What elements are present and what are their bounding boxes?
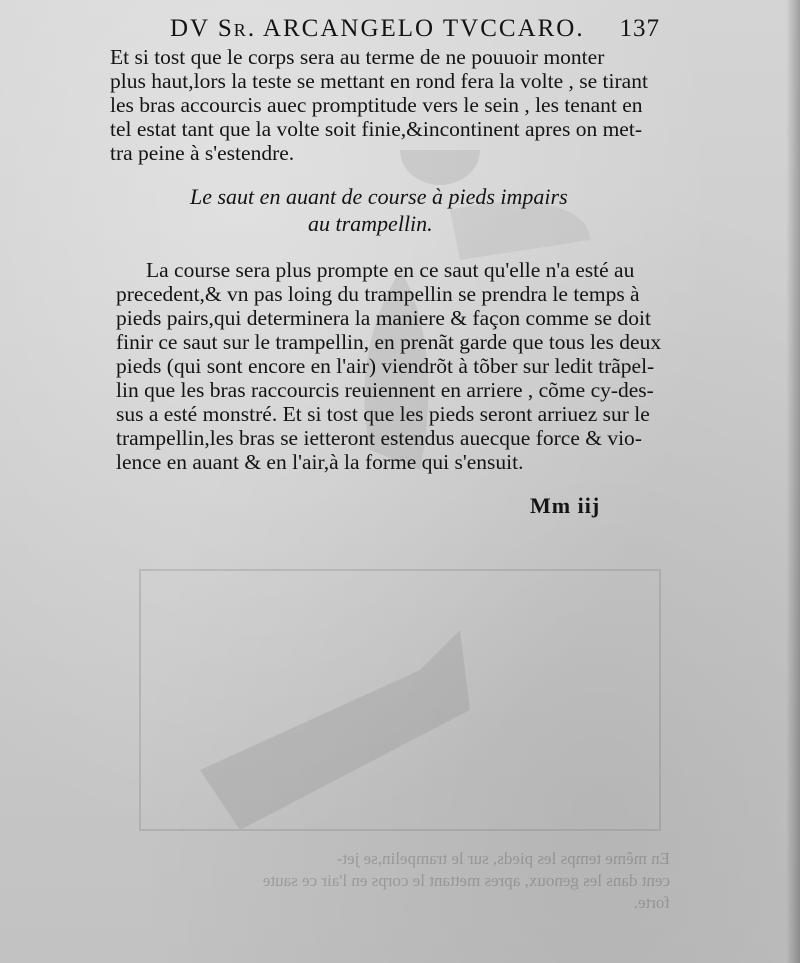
bleed-line: En même temps les pieds, sur le trampelin,se jet- — [336, 849, 670, 868]
text-line: Et si tost que le corps sera au terme de ne pouuoir monter — [110, 45, 605, 69]
text-line: lence en auant & en l'air,à la forme qui s'ensuit. — [116, 450, 524, 474]
heading-line: Le saut en auant de course à pieds impairs — [190, 184, 568, 209]
text-line: trampellin,les bras se ietteront estendus auecque force & vio- — [116, 426, 642, 450]
text-line: La course sera plus prompte en ce saut qu'elle n'a esté au — [146, 258, 635, 282]
page-number: 137 — [619, 15, 660, 42]
text-line: pieds (qui sont encore en l'air) viendrõt à tõber sur ledit trãpel- — [116, 354, 655, 378]
paragraph-2 — [116, 258, 661, 474]
text-line: tel estat tant que la volte soit finie,&incontinent apres on met- — [110, 117, 642, 141]
text-line: precedent,& vn pas loing du trampellin se prendra le temps à — [116, 282, 640, 306]
section-heading — [190, 183, 610, 237]
text-line: sus a esté monstré. Et si tost que les pieds seront arriuez sur le — [116, 402, 650, 426]
page-edge-shadow — [786, 0, 800, 963]
bleed-through-text — [110, 848, 670, 914]
text-line: pieds pairs,qui determinera la maniere & façon comme se doit — [116, 306, 651, 330]
heading-line: au trampellin. — [308, 211, 433, 236]
text-line: lin que les bras raccourcis reuiennent en arriere , cõme cy-des- — [116, 378, 654, 402]
bleed-line: cent dans les genoux, apres mettant le corps en l'air ce saute — [262, 871, 670, 890]
text-line: tra peine à s'estendre. — [110, 141, 295, 165]
running-title: DV Sr. ARCANGELO TVCCARO. — [170, 15, 585, 42]
text-line: les bras accourcis auec promptitude vers le sein , les tenant en — [110, 93, 643, 117]
text-line: finir ce saut sur le trampellin, en prenãt garde que tous les deux — [116, 330, 662, 354]
bleed-line: forte. — [633, 893, 670, 912]
paragraph-1 — [110, 45, 648, 165]
text-line: plus haut,lors la teste se mettant en rond fera la volte , se tirant — [110, 69, 648, 93]
page-header — [170, 12, 660, 46]
signature-mark: Mm iij — [530, 493, 601, 518]
